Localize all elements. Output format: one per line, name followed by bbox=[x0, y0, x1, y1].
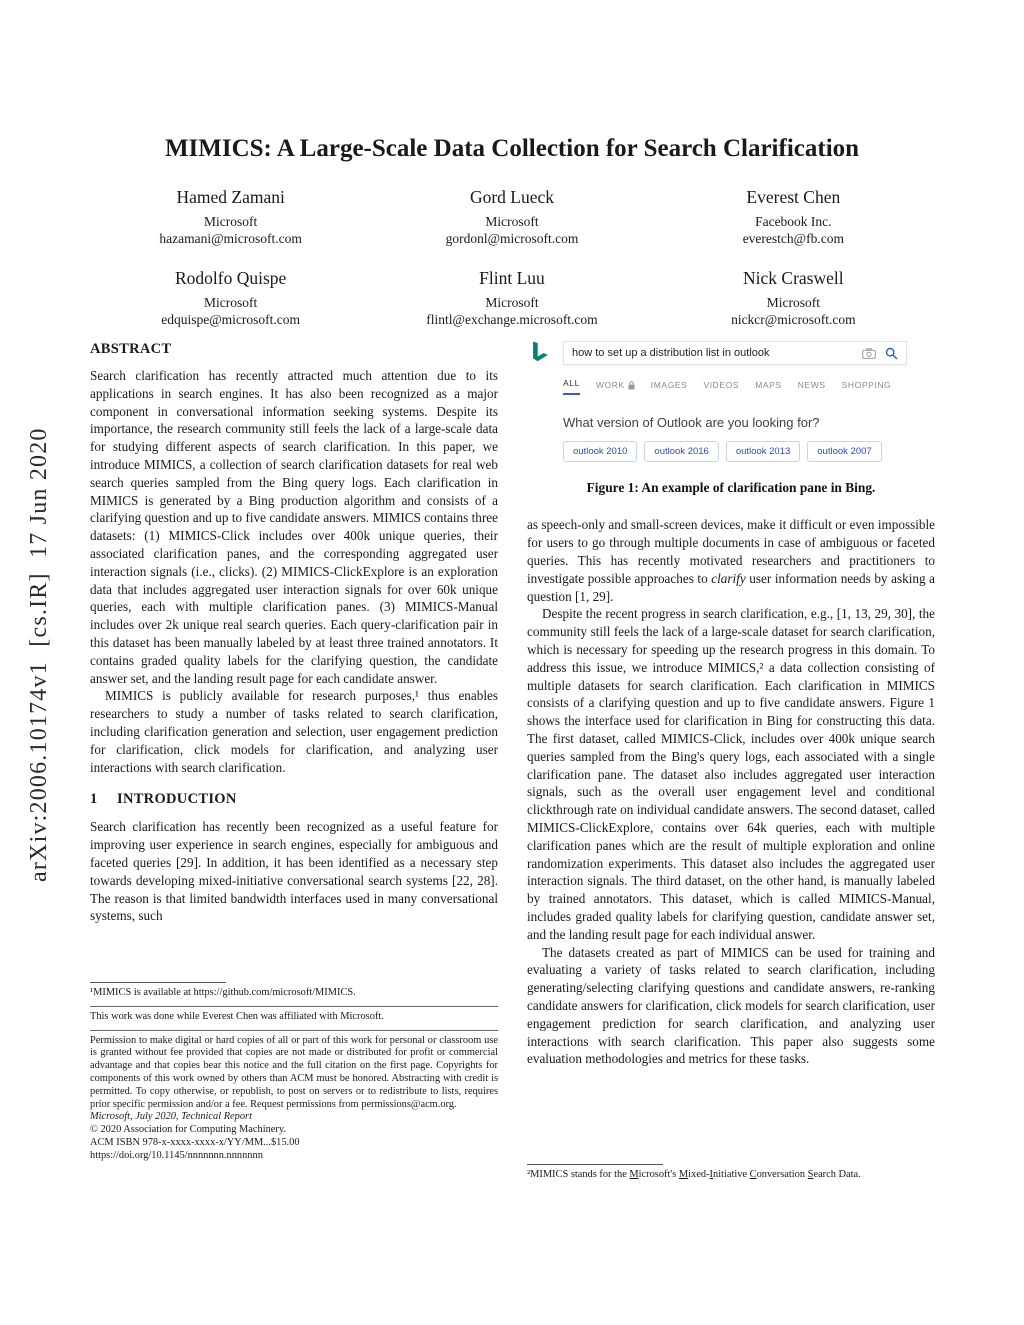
author-affiliation: Microsoft bbox=[204, 214, 258, 229]
tab-maps[interactable]: MAPS bbox=[755, 380, 782, 390]
search-query-text: how to set up a distribution list in outlook bbox=[572, 347, 770, 359]
author-affiliation: Microsoft bbox=[204, 295, 258, 310]
clarification-options bbox=[563, 441, 935, 462]
author-name: Hamed Zamani bbox=[176, 187, 285, 207]
search-box-icons bbox=[862, 347, 898, 360]
author-name: Flint Luu bbox=[479, 268, 545, 288]
author-card bbox=[371, 268, 652, 328]
author-name: Rodolfo Quispe bbox=[175, 268, 287, 288]
arxiv-stamp: arXiv:2006.10174v1 [cs.IR] 17 Jun 2020 bbox=[26, 427, 52, 883]
rc-paragraph-3: The datasets created as part of MIMICS can be used for training and evaluating a variety of tasks related to search clarification, including generating/selecting clarifying questions and candidate answers, re-ranking candidate answers for clarification, click models for search clarification, user engagement prediction for search clarification, and analyzing user interactions with search clarification. This paper also suggests some evaluation methodologies and metrics for these tasks. bbox=[527, 944, 935, 1067]
author-affiliation: Microsoft bbox=[485, 214, 539, 229]
option-button-outlook-2013[interactable]: outlook 2013 bbox=[726, 441, 800, 462]
left-footnote-block bbox=[90, 982, 498, 1163]
option-button-outlook-2007[interactable]: outlook 2007 bbox=[807, 441, 881, 462]
tab-shopping[interactable]: SHOPPING bbox=[841, 380, 892, 390]
bing-logo-icon[interactable] bbox=[527, 340, 553, 366]
emphasis-clarify: clarify bbox=[711, 570, 746, 586]
author-affiliation: Facebook Inc. bbox=[755, 214, 832, 229]
search-input[interactable] bbox=[563, 341, 907, 365]
clarification-question: What version of Outlook are you looking for? bbox=[563, 415, 820, 430]
author-card bbox=[90, 268, 371, 328]
author-email: everestch@fb.com bbox=[742, 231, 844, 246]
author-block bbox=[90, 187, 934, 328]
option-button-outlook-2010[interactable]: outlook 2010 bbox=[563, 441, 637, 462]
lock-icon bbox=[628, 381, 635, 390]
isbn-line: ACM ISBN 978-x-xxxx-xxxx-x/YY/MM...$15.00 bbox=[90, 1136, 300, 1148]
tab-work[interactable]: WORK bbox=[596, 380, 635, 395]
author-email: nickcr@microsoft.com bbox=[731, 312, 856, 327]
search-icon[interactable] bbox=[885, 347, 898, 360]
footnote-2: ²MIMICS stands for the Microsoft's Mixed-Initiative Conversation Search Data. bbox=[527, 1169, 861, 1180]
tab-videos[interactable]: VIDEOS bbox=[703, 380, 740, 390]
author-name: Everest Chen bbox=[746, 187, 841, 207]
footnote-rule bbox=[90, 982, 226, 983]
intro-paragraph: Search clarification has recently been recognized as a useful feature for improving user experience in search engines, especially for ambiguous and faceted queries [29]. In addition, it has been identified as a necessary step towards developing mixed-initiative conversational search systems [22, 28]. The reason is that limited bandwidth interfaces used in many conversational systems, such bbox=[90, 819, 498, 924]
copyright-line: © 2020 Association for Computing Machinery. bbox=[90, 1124, 286, 1136]
author-name: Nick Craswell bbox=[743, 268, 844, 288]
author-email: edquispe@microsoft.com bbox=[161, 312, 301, 327]
paper-title: MIMICS: A Large-Scale Data Collection for Search Clarification bbox=[164, 135, 860, 162]
author-card bbox=[371, 187, 652, 247]
tab-news[interactable]: NEWS bbox=[797, 380, 826, 390]
search-tabs bbox=[563, 378, 935, 395]
section-heading-introduction bbox=[90, 791, 498, 808]
divider bbox=[90, 1030, 498, 1031]
author-name: Gord Lueck bbox=[469, 187, 555, 207]
left-column bbox=[90, 341, 498, 925]
figure-search-row bbox=[527, 340, 935, 366]
author-email: gordonl@microsoft.com bbox=[445, 231, 579, 246]
section-title: INTRODUCTION bbox=[117, 791, 237, 808]
author-card bbox=[653, 268, 934, 328]
author-email: hazamani@microsoft.com bbox=[159, 231, 302, 246]
footnote-1: ¹MIMICS is available at https://github.com/microsoft/MIMICS. bbox=[90, 987, 356, 998]
doi-line: https://doi.org/10.1145/nnnnnnn.nnnnnnn bbox=[90, 1149, 263, 1161]
author-card bbox=[653, 187, 934, 247]
footnote-rule bbox=[527, 1164, 663, 1165]
abstract-paragraph-1: Search clarification has recently attracted much attention due to its applications in search engines. It has also been recognized as a major component in conversational information seeking systems. Despite its importance, the research community still feels the lack of a large-scale data for studying different aspects of search clarification. In this paper, we introduce MIMICS, a collection of search clarification datasets for real web search queries sampled from the Bing query logs. Each clarification in MIMICS is generated by a Bing production algorithm and consists of a clarifying question and up to five candidate answers. MIMICS contains three datasets: (1) MIMICS-Click includes over 400k unique queries, their associated clarification panes, and the corresponding aggregated user interaction signals (i.e., clicks). (2) MIMICS-ClickExplore is an exploration data that includes aggregated user interaction signals for over 60k unique queries, each with multiple clarification panes. (3) MIMICS-Manual includes over 2k unique real search queries. Each query-clarification pair in this dataset has been manually labeled by at least three trained annotators. It contains graded quality labels for the clarifying question, the candidate answer set, and the landing result page for each candidate answer. bbox=[90, 368, 498, 686]
camera-icon[interactable] bbox=[862, 348, 876, 359]
abstract-heading: ABSTRACT bbox=[90, 341, 172, 357]
tab-images[interactable]: IMAGES bbox=[650, 380, 688, 390]
figure-bing-mock bbox=[527, 340, 935, 462]
permission-notice: Permission to make digital or hard copies of all or part of this work for personal or classroom use is granted without fee provided that copies are not made or distributed for profit or commercial advantage and that copies bear this notice and the full citation on the first page. Copyrights for components of this work owned by others than ACM must be honored. Abstracting with credit is permitted. To copy otherwise, or republish, to post on servers or to redistribute to lists, requires prior specific permission and/or a fee. Request permissions from permissions@acm.org. bbox=[90, 1034, 498, 1110]
tab-all[interactable]: ALL bbox=[563, 378, 580, 395]
section-number: 1 bbox=[90, 791, 98, 808]
right-column bbox=[527, 340, 935, 1068]
right-footnote-block bbox=[527, 1164, 935, 1182]
figure-caption: Figure 1: An example of clarification pane in Bing. bbox=[586, 480, 876, 496]
rc-paragraph-2: Despite the recent progress in search clarification, e.g., [1, 13, 29, 30], the community still feels the lack of a large-scale dataset for search clarification, which is necessary for speeding up the research progress in this domain. To address this issue, we introduce MIMICS,² a data collection consisting of multiple datasets for search clarification. Each clarification in MIMICS consists of a clarifying question and up to five candidate answers. Figure 1 shows the interface used for clarification in Bing for constructing this data. The first dataset, called MIMICS-Click, includes over 400k unique search queries sampled from the Bing's query logs, each associated with a single clarification pane. The dataset also includes aggregated user interaction signals, such as the overall user engagement level and conditional clickthrough rate on individual candidate answers. The second dataset, called MIMICS-ClickExplore, contains over 64k queries, each with multiple clarification panes which are the result of multiple exploration and online randomization experiments. This dataset also includes the aggregated user interaction signals. The third dataset, on the other hand, is manually labeled by trained annotators. This dataset, which is called MIMICS-Manual, includes graded quality labels for clarifying question, candidate answer set, and the landing result page for each individual answer. bbox=[527, 606, 935, 942]
divider bbox=[90, 1006, 498, 1007]
option-button-outlook-2016[interactable]: outlook 2016 bbox=[644, 441, 718, 462]
author-affiliation: Microsoft bbox=[485, 295, 539, 310]
author-email: flintl@exchange.microsoft.com bbox=[426, 312, 598, 327]
venue-line: Microsoft, July 2020, Technical Report bbox=[90, 1111, 252, 1123]
affiliation-note: This work was done while Everest Chen was affiliated with Microsoft. bbox=[90, 1010, 384, 1022]
author-affiliation: Microsoft bbox=[766, 295, 820, 310]
rc-paragraph-1: as speech-only and small-screen devices, make it difficult or even impossible for users to go through multiple documents in case of ambiguous or faceted queries. This has recently motivated researchers and practitioners to investigate possible approaches to clarify user information needs by asking a question [1, 29]. bbox=[527, 517, 935, 604]
author-card bbox=[90, 187, 371, 247]
abstract-paragraph-2: MIMICS is publicly available for research purposes,¹ thus enables researchers to study a number of tasks related to search clarification, including clarification generation and selection, user engagement prediction for clarification, click models for clarification, and analyzing user interactions with search clarification. bbox=[90, 688, 498, 775]
